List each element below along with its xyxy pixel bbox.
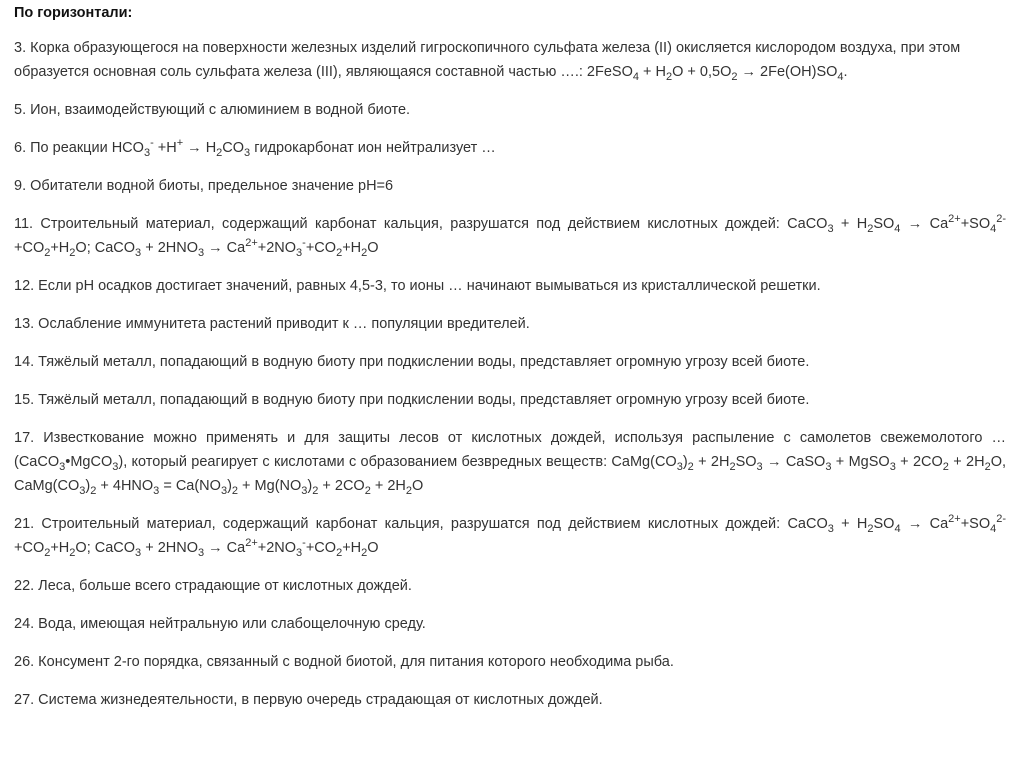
subscript: 3: [296, 546, 303, 559]
clue-text: 17. Известкование можно применять и для защиты лесов от кислотных дождей, используя распыление с самолетов свежемолотого … (CaCO: [14, 430, 1006, 470]
clue-text: + H: [833, 516, 868, 532]
superscript: -: [150, 137, 154, 150]
clue-item: [14, 350, 1006, 374]
subscript: 2: [336, 246, 343, 259]
clue-text: O: [367, 540, 379, 556]
clue-item: [14, 512, 1006, 560]
clue-item: [14, 312, 1006, 336]
clue-item: [14, 274, 1006, 298]
superscript: +: [176, 137, 184, 150]
clue-item: [14, 388, 1006, 412]
clue-text: + Mg(NO: [238, 478, 302, 494]
clue-text: ): [85, 478, 91, 494]
section-heading: По горизонтали:: [14, 5, 133, 21]
subscript: 2: [731, 70, 738, 83]
subscript: 3: [827, 222, 834, 235]
superscript: -: [302, 537, 306, 550]
subscript: 2: [361, 246, 368, 259]
clue-text: ), который реагирует с кислотами с образованием безвредных веществ: CaMg(CO: [118, 454, 677, 470]
clue-text: +SO: [960, 516, 991, 532]
subscript: 2: [364, 484, 371, 497]
subscript: 2: [867, 222, 874, 235]
clue-text: +H: [342, 540, 362, 556]
clue-item: [14, 650, 1006, 674]
clue-item: [14, 212, 1006, 260]
clue-text: O + 0,5O: [672, 64, 732, 80]
clue-text: 26. Консумент 2-го порядка, связанный с водной биотой, для питания которого необходима рыба.: [14, 654, 674, 670]
clue-text: → Ca: [204, 540, 246, 556]
clue-text: +H: [50, 540, 70, 556]
subscript: 4: [632, 70, 639, 83]
clue-text: → Ca: [900, 516, 949, 532]
subscript: 2: [69, 246, 76, 259]
clue-text: + 4HNO: [96, 478, 154, 494]
subscript: 2: [405, 484, 413, 497]
clue-text: 6. По реакции HCO: [14, 140, 144, 156]
clue-text: +2NO: [257, 540, 297, 556]
subscript: 4: [990, 522, 997, 535]
clue-text: SO: [735, 454, 757, 470]
subscript: 3: [220, 484, 228, 497]
clue-text: +CO: [305, 240, 337, 256]
clue-text: +SO: [960, 216, 991, 232]
clue-text: ): [682, 454, 688, 470]
clue-text: → CaSO: [762, 454, 826, 470]
clue-text: 12. Если pH осадков достигает значений, равных 4,5-3, то ионы … начинают вымываться из кристаллической решетки.: [14, 278, 821, 294]
clue-text: + 2HNO: [141, 240, 198, 256]
subscript: 2: [729, 460, 736, 473]
subscript: 4: [837, 70, 844, 83]
subscript: 2: [231, 484, 239, 497]
clue-text: 5. Ион, взаимодействующий с алюминием в водной биоте.: [14, 102, 411, 118]
clue-item: [14, 574, 1006, 598]
clue-text: ): [307, 478, 313, 494]
clue-text: → Ca: [204, 240, 246, 256]
subscript: 3: [244, 146, 251, 159]
superscript: 2+: [245, 237, 258, 250]
clue-text: +CO: [305, 540, 337, 556]
clue-text: 14. Тяжёлый металл, попадающий в водную биоту при подкислении воды, представляет огромную угрозу всей биоте.: [14, 354, 810, 370]
clue-text: + 2CO: [318, 478, 365, 494]
subscript: 3: [79, 484, 86, 497]
clue-item: [14, 36, 1006, 84]
clue-text: → H: [183, 140, 217, 156]
clue-text: 15. Тяжёлый металл, попадающий в водную биоту при подкислении воды, представляет огромную угрозу всей биоте.: [14, 392, 810, 408]
clue-text: 13. Ослабление иммунитета растений приводит к … популяции вредителей.: [14, 316, 530, 332]
subscript: 4: [894, 522, 901, 535]
clue-text: 22. Леса, больше всего страдающие от кислотных дождей.: [14, 578, 412, 594]
subscript: 3: [59, 460, 66, 473]
clue-text: 27. Система жизнедеятельности, в первую очередь страдающая от кислотных дождей.: [14, 692, 603, 708]
clue-text: CO: [222, 140, 245, 156]
subscript: 2: [984, 460, 991, 473]
superscript: 2+: [245, 537, 258, 550]
superscript: 2-: [996, 213, 1007, 226]
subscript: 4: [990, 222, 997, 235]
subscript: 2: [44, 246, 51, 259]
subscript: 2: [312, 484, 319, 497]
subscript: 3: [756, 460, 763, 473]
subscript: 3: [153, 484, 160, 497]
clue-text: + 2CO: [895, 454, 943, 470]
superscript: 2+: [948, 513, 961, 526]
subscript: 3: [135, 246, 142, 259]
clue-text: +H: [50, 240, 70, 256]
clue-item: [14, 98, 1006, 122]
subscript: 2: [90, 484, 97, 497]
subscript: 3: [143, 146, 151, 159]
clue-text: O: [412, 478, 424, 494]
subscript: 3: [827, 522, 834, 535]
clue-item: [14, 136, 1006, 160]
subscript: 4: [894, 222, 901, 235]
clue-text: +2NO: [257, 240, 297, 256]
clue-list: [14, 36, 1006, 712]
subscript: 3: [197, 546, 205, 559]
subscript: 3: [889, 460, 896, 473]
subscript: 2: [942, 460, 949, 473]
clue-text: +H: [342, 240, 362, 256]
clue-text: O, CaMg(CO: [14, 454, 1006, 494]
clue-item: [14, 612, 1006, 636]
clue-text: SO: [873, 516, 895, 532]
subscript: 3: [825, 460, 832, 473]
clue-text: 21. Строительный материал, содержащий карбонат кальция, разрушатся под действием кислотных дождей: CaCO: [14, 516, 828, 532]
subscript: 2: [867, 522, 874, 535]
clue-text: гидрокарбонат ион нейтрализует …: [250, 140, 496, 156]
clue-text: + MgSO: [831, 454, 890, 470]
clue-text: 11. Строительный материал, содержащий карбонат кальция, разрушатся под действием кислотных дождей: CaCO: [14, 216, 828, 232]
clue-text: + H: [639, 64, 666, 80]
clue-text: .: [843, 64, 848, 80]
clue-text: 9. Обитатели водной биоты, предельное значение pH=6: [14, 178, 394, 194]
clue-text: + H: [833, 216, 868, 232]
subscript: 3: [112, 460, 119, 473]
clue-item: [14, 174, 1006, 198]
clue-text: + 2HNO: [141, 540, 198, 556]
subscript: 2: [687, 460, 694, 473]
subscript: 3: [197, 246, 205, 259]
clue-text: + 2H: [370, 478, 406, 494]
clue-text: → 2Fe(OH)SO: [737, 64, 838, 80]
clue-text: •MgCO: [65, 454, 113, 470]
clue-item: [14, 688, 1006, 712]
clue-text: +CO: [14, 240, 45, 256]
clue-text: +H: [153, 140, 177, 156]
clue-item: [14, 426, 1006, 498]
clue-text: 3. Корка образующегося на поверхности железных изделий гигроскопичного сульфата железа (II) окисляется кислородом воздуха, при этом образуется основная соль сульфата железа (III), являющаяся составной частью ….: 2FeSO: [14, 40, 961, 80]
clue-text: O; CaCO: [75, 240, 136, 256]
clue-text: → Ca: [900, 216, 949, 232]
superscript: 2-: [996, 513, 1007, 526]
clue-text: O: [367, 240, 379, 256]
clue-text: 24. Вода, имеющая нейтральную или слабощелочную среду.: [14, 616, 426, 632]
subscript: 2: [666, 70, 673, 83]
clue-text: SO: [873, 216, 895, 232]
clue-text: + 2H: [948, 454, 985, 470]
clue-text: ): [227, 478, 232, 494]
superscript: -: [302, 237, 306, 250]
subscript: 3: [301, 484, 308, 497]
clue-text: +CO: [14, 540, 45, 556]
subscript: 3: [296, 246, 303, 259]
subscript: 3: [135, 546, 142, 559]
subscript: 2: [216, 146, 223, 159]
clue-text: + 2H: [693, 454, 730, 470]
superscript: 2+: [948, 213, 961, 226]
subscript: 2: [44, 546, 51, 559]
clue-text: = Ca(NO: [159, 478, 221, 494]
subscript: 2: [361, 546, 368, 559]
clue-text: O; CaCO: [75, 540, 136, 556]
subscript: 3: [676, 460, 683, 473]
subscript: 2: [336, 546, 343, 559]
subscript: 2: [69, 546, 76, 559]
